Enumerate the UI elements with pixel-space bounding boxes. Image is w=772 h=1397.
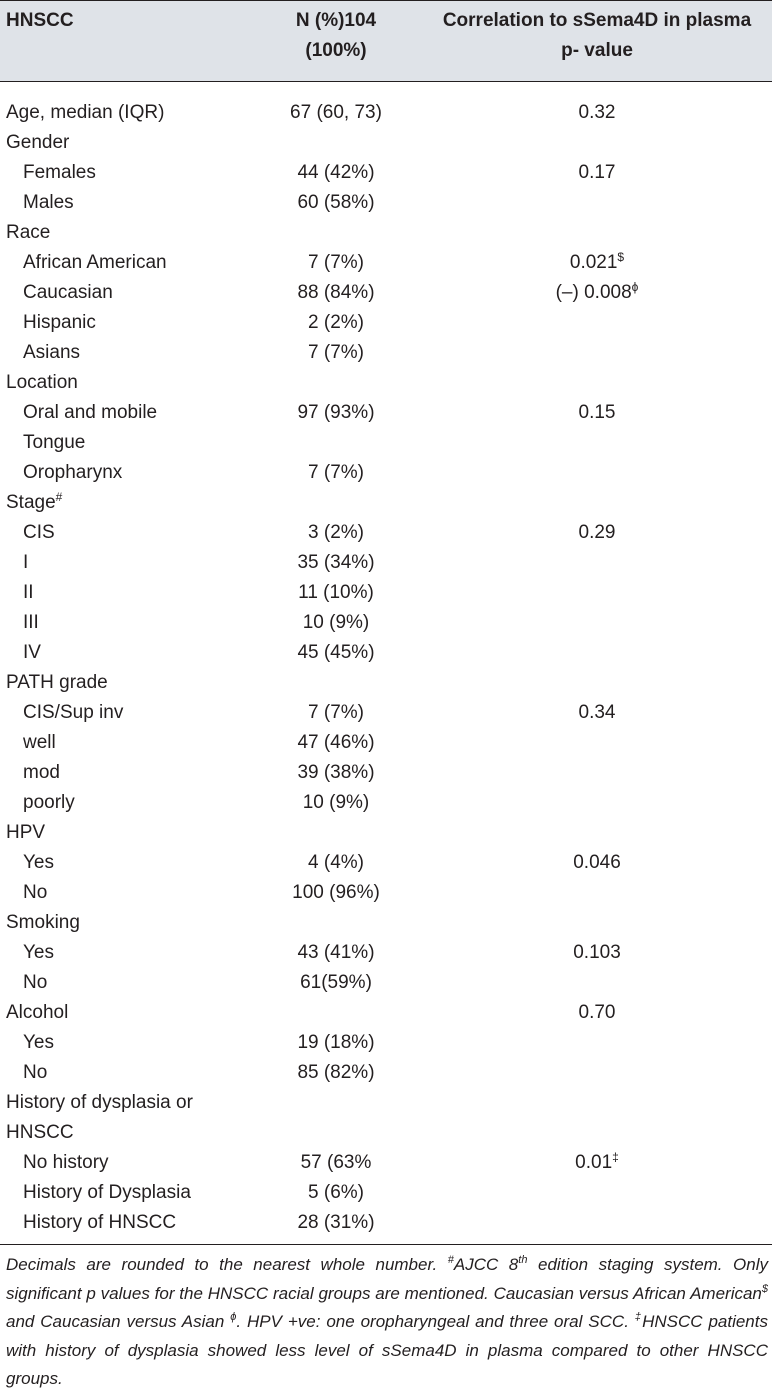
row-label xyxy=(6,218,50,248)
row-n-value: 10 (9%) xyxy=(302,612,370,633)
row-n-value: 57 (63% xyxy=(300,1152,372,1173)
row-n-value: 19 (18%) xyxy=(297,1032,375,1053)
row-n-value: 35 (34%) xyxy=(297,552,375,573)
row-label-text: III xyxy=(23,612,39,633)
row-label xyxy=(23,848,54,878)
table-row xyxy=(0,218,772,248)
header-n-line2: (100%) xyxy=(305,40,367,61)
row-label-text: I xyxy=(23,552,29,573)
row-label xyxy=(23,548,28,578)
p-value-text: 0.103 xyxy=(573,942,621,963)
table-row xyxy=(0,578,772,608)
row-label-text: Gender xyxy=(6,132,70,153)
table-row xyxy=(0,668,772,698)
row-label xyxy=(23,788,75,818)
row-label xyxy=(6,488,62,518)
row-n-value: 43 (41%) xyxy=(297,942,375,963)
row-n-value: 61(59%) xyxy=(300,972,372,993)
row-label-text: No xyxy=(23,972,48,993)
row-label xyxy=(6,998,68,1028)
row-label-text: Stage xyxy=(6,492,56,513)
row-n-value: 4 (4%) xyxy=(308,852,364,873)
table-row xyxy=(0,458,772,488)
table-row xyxy=(0,608,772,638)
row-label xyxy=(23,938,54,968)
row-p-value xyxy=(422,398,772,428)
row-label xyxy=(23,1148,109,1178)
table-row xyxy=(0,548,772,578)
row-p-value xyxy=(422,518,772,548)
row-label xyxy=(6,668,108,698)
row-label-text: Oropharynx xyxy=(23,462,123,483)
row-n-value: 67 (60, 73) xyxy=(290,102,382,123)
row-label xyxy=(23,278,113,308)
row-p-value xyxy=(422,248,772,278)
table-row xyxy=(0,308,772,338)
header-hnscc: HNSCC xyxy=(6,10,74,31)
p-value-text: 0.021 xyxy=(569,252,618,273)
footnote-text: HNSCC patients with history of dysplasia showed less level of sSema4D in plasma compared to other HNSCC groups. xyxy=(6,1312,768,1388)
table-row xyxy=(0,938,772,968)
row-label xyxy=(23,728,56,758)
p-value-sup: ‡ xyxy=(612,1150,619,1164)
footnote-text: Decimals are rounded to the nearest whole number. xyxy=(6,1255,448,1274)
row-label xyxy=(23,608,39,638)
row-label-text: No xyxy=(23,1062,48,1083)
table-row xyxy=(0,1058,772,1088)
row-label-text: HPV xyxy=(6,822,46,843)
row-label-text: Caucasian xyxy=(23,282,113,303)
header-correlation-line1: Correlation to sSema4D in plasma xyxy=(442,10,752,31)
footnote-text: edition staging system. Only significant p values for the HNSCC racial groups are mentioned. Caucasian versus African American xyxy=(6,1255,769,1303)
row-label-text: CIS/Sup inv xyxy=(23,702,124,723)
row-label-text: IV xyxy=(23,642,41,663)
row-label-text: II xyxy=(23,582,34,603)
row-n-value: 7 (7%) xyxy=(308,252,364,273)
row-n-value: 60 (58%) xyxy=(297,192,375,213)
row-n-value: 88 (84%) xyxy=(297,282,375,303)
table-row xyxy=(0,1028,772,1058)
row-p-value xyxy=(422,1148,772,1178)
table-row xyxy=(0,1118,772,1148)
row-label xyxy=(23,758,60,788)
table-row xyxy=(0,278,772,308)
row-label xyxy=(6,1088,193,1118)
row-label-text: Asians xyxy=(23,342,81,363)
row-label-text: poorly xyxy=(23,792,75,813)
footnote-text: AJCC 8 xyxy=(453,1255,519,1274)
table-footnote xyxy=(6,1251,768,1394)
row-label xyxy=(6,368,78,398)
p-value-text: 0.17 xyxy=(578,162,616,183)
row-label xyxy=(6,908,80,938)
table-row xyxy=(0,1208,772,1238)
table-row xyxy=(0,638,772,668)
row-label-text: Tongue xyxy=(23,432,86,453)
table-row xyxy=(0,1148,772,1178)
p-value-sup: ϕ xyxy=(631,280,639,294)
row-n-value: 11 (10%) xyxy=(298,582,374,603)
footnote-sup: th xyxy=(518,1254,528,1266)
row-label xyxy=(23,968,47,998)
row-label-text: History of Dysplasia xyxy=(23,1182,191,1203)
row-label-text: mod xyxy=(23,762,60,783)
row-label-text: History of dysplasia or xyxy=(6,1092,193,1113)
p-value-text: 0.01 xyxy=(575,1152,613,1173)
row-label xyxy=(23,578,34,608)
table-row xyxy=(0,488,772,518)
table-row xyxy=(0,818,772,848)
bottom-rule xyxy=(0,1244,772,1245)
table-row xyxy=(0,848,772,878)
row-p-value xyxy=(422,158,772,188)
row-label-sup: # xyxy=(55,490,63,504)
p-value-text: 0.70 xyxy=(578,1002,616,1023)
header-correlation-line2: p- value xyxy=(561,40,633,61)
row-p-value xyxy=(422,998,772,1028)
row-p-value xyxy=(422,938,772,968)
row-n-value: 2 (2%) xyxy=(308,312,364,333)
row-label xyxy=(23,248,167,278)
row-label-text: Age, median (IQR) xyxy=(6,102,165,123)
row-n-value: 100 (96%) xyxy=(292,882,380,903)
row-label xyxy=(23,1028,54,1058)
table-row xyxy=(0,788,772,818)
table-row xyxy=(0,758,772,788)
table-row xyxy=(0,188,772,218)
row-p-value xyxy=(422,98,772,128)
row-label xyxy=(23,1208,176,1238)
header-rule xyxy=(0,81,772,82)
footnote-sup: ‡ xyxy=(634,1311,643,1323)
p-value-text: 0.046 xyxy=(573,852,621,873)
footnote-text: . HPV +ve: one oropharyngeal and three oral SCC. xyxy=(236,1312,635,1331)
table-row xyxy=(0,368,772,398)
row-n-value: 7 (7%) xyxy=(308,702,364,723)
row-label xyxy=(6,818,45,848)
row-label-text: Race xyxy=(6,222,51,243)
p-value-text: 0.34 xyxy=(578,702,616,723)
row-label xyxy=(23,188,74,218)
top-rule xyxy=(0,0,772,1)
table-row xyxy=(0,98,772,128)
row-label xyxy=(23,398,157,428)
row-n-value: 85 (82%) xyxy=(297,1062,375,1083)
table-row xyxy=(0,398,772,428)
table-row xyxy=(0,158,772,188)
row-n-value: 7 (7%) xyxy=(308,342,364,363)
row-label-text: Smoking xyxy=(6,912,80,933)
row-label-text: Alcohol xyxy=(6,1002,69,1023)
p-value-text: 0.32 xyxy=(578,102,616,123)
row-label-text: CIS xyxy=(23,522,55,543)
table-row xyxy=(0,1178,772,1208)
row-label-text: Yes xyxy=(23,1032,54,1053)
row-label-text: Location xyxy=(6,372,78,393)
footnote-text: and Caucasian versus Asian xyxy=(6,1312,231,1331)
row-n-value: 10 (9%) xyxy=(302,792,370,813)
table-row xyxy=(0,428,772,458)
row-n-value: 28 (31%) xyxy=(297,1212,375,1233)
row-label xyxy=(23,458,122,488)
row-label xyxy=(23,1058,47,1088)
row-label-text: Oral and mobile xyxy=(23,402,158,423)
table-row xyxy=(0,518,772,548)
p-value-text: (–) 0.008 xyxy=(555,282,632,303)
row-p-value xyxy=(422,698,772,728)
table-row xyxy=(0,968,772,998)
row-p-value xyxy=(422,848,772,878)
row-label xyxy=(23,518,55,548)
row-p-value xyxy=(422,278,772,308)
row-label-text: Males xyxy=(23,192,74,213)
row-label xyxy=(23,878,47,908)
footnote-sup: # xyxy=(447,1254,454,1266)
row-n-value: 44 (42%) xyxy=(297,162,375,183)
table-row xyxy=(0,128,772,158)
table-row xyxy=(0,1088,772,1118)
row-label xyxy=(23,308,96,338)
row-label-text: Yes xyxy=(23,942,54,963)
p-value-text: 0.29 xyxy=(578,522,616,543)
row-label xyxy=(23,158,96,188)
table-row xyxy=(0,248,772,278)
p-value-text: 0.15 xyxy=(578,402,616,423)
row-label-text: No history xyxy=(23,1152,109,1173)
row-label xyxy=(23,338,80,368)
table-row xyxy=(0,878,772,908)
footnote-sup: ϕ xyxy=(230,1311,237,1323)
table-row xyxy=(0,908,772,938)
row-label-text: No xyxy=(23,882,48,903)
row-label-text: HNSCC xyxy=(6,1122,74,1143)
row-n-value: 39 (38%) xyxy=(297,762,375,783)
footnote-sup: $ xyxy=(761,1282,768,1295)
row-label xyxy=(23,698,123,728)
row-label-text: Yes xyxy=(23,852,54,873)
row-label-text: PATH grade xyxy=(6,672,108,693)
p-value-sup: $ xyxy=(617,250,625,264)
header-n-line1: N (%)104 xyxy=(295,10,377,31)
row-label-text: Females xyxy=(23,162,96,183)
row-n-value: 45 (45%) xyxy=(297,642,375,663)
row-n-value: 5 (6%) xyxy=(308,1182,364,1203)
row-label xyxy=(6,98,164,128)
table-row xyxy=(0,698,772,728)
table-row xyxy=(0,998,772,1028)
row-label xyxy=(23,638,41,668)
row-n-value: 7 (7%) xyxy=(308,462,364,483)
table-row xyxy=(0,338,772,368)
row-label-text: well xyxy=(23,732,56,753)
row-label-text: Hispanic xyxy=(23,312,96,333)
row-n-value: 3 (2%) xyxy=(308,522,364,543)
row-n-value: 97 (93%) xyxy=(297,402,375,423)
row-n-value: 47 (46%) xyxy=(297,732,375,753)
table-row xyxy=(0,728,772,758)
row-label xyxy=(23,1178,191,1208)
row-label xyxy=(6,1118,74,1148)
row-label xyxy=(6,128,69,158)
row-label-text: African American xyxy=(23,252,167,273)
row-label xyxy=(23,428,85,458)
row-label-text: History of HNSCC xyxy=(23,1212,177,1233)
